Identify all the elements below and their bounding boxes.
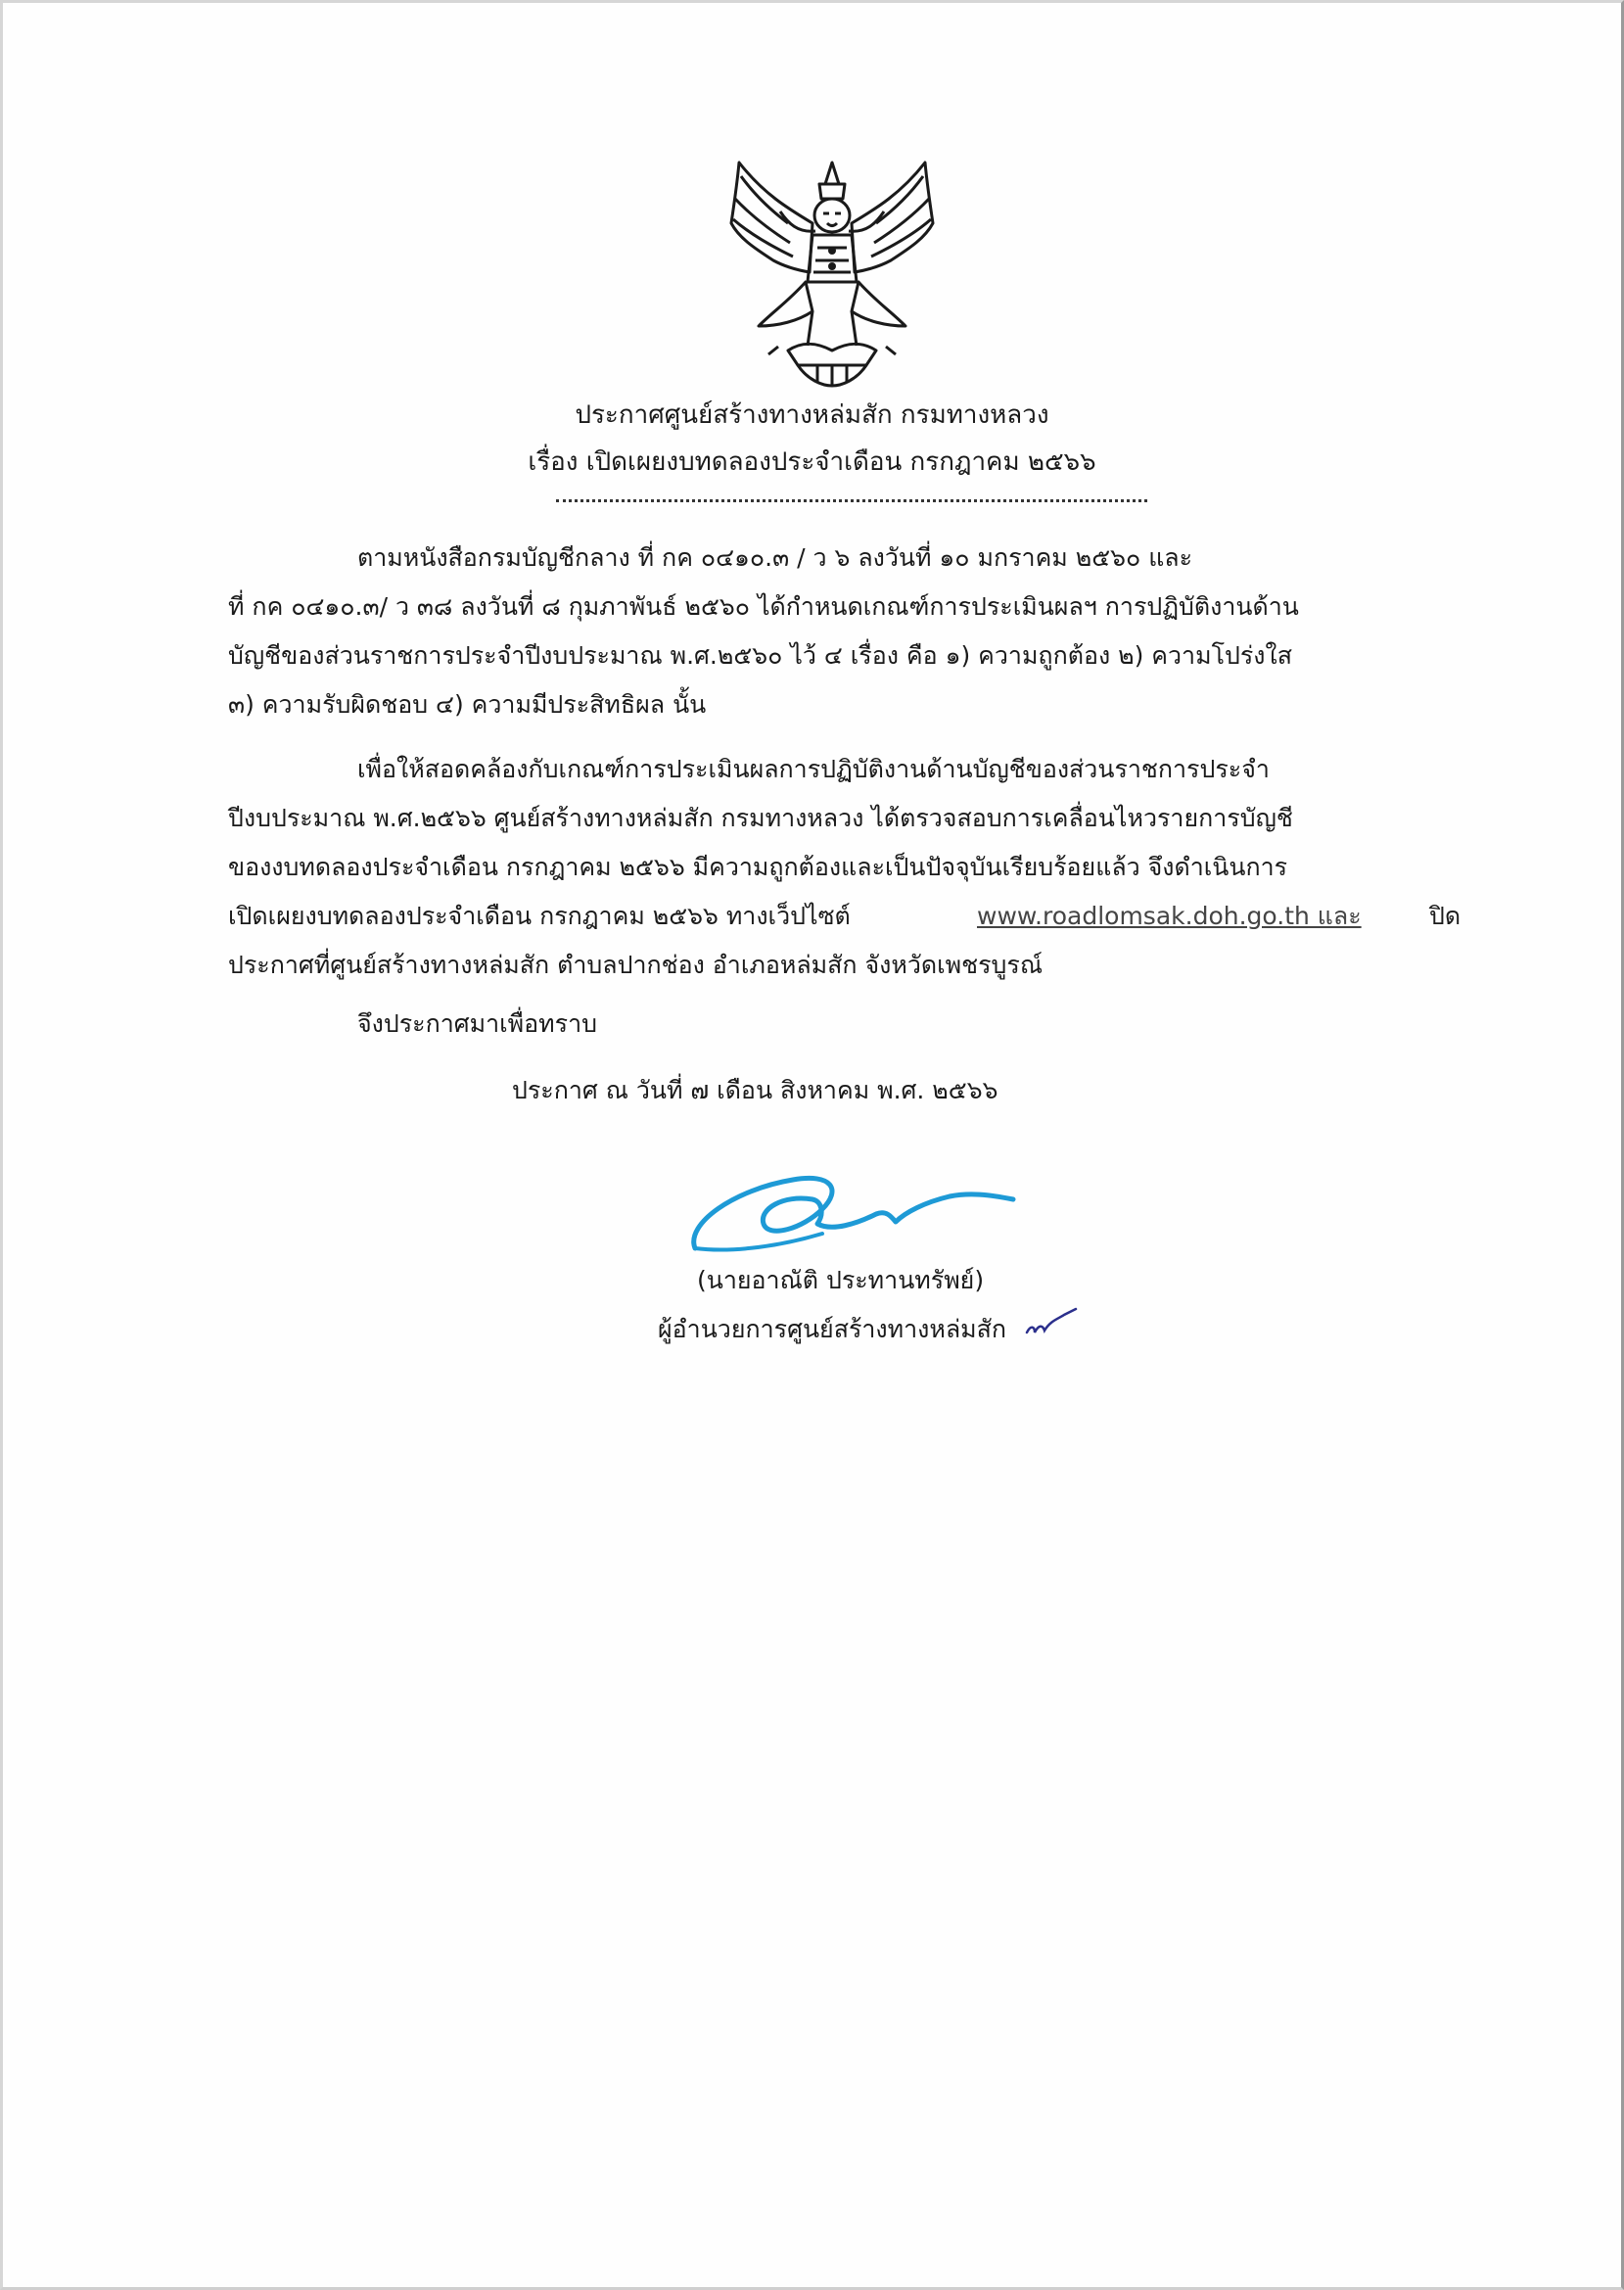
announcement-date: ประกาศ ณ วันที่ ๗ เดือน สิงหาคม พ.ศ. ๒๕๖๖ — [512, 1076, 998, 1104]
paragraph1-line: ๓) ความรับผิดชอบ ๔) ความมีประสิทธิผล นั้น — [228, 690, 707, 719]
announcement-subject: เรื่อง เปิดเผยงบทดลองประจำเดือน กรกฎาคม ๒๕๖๖ — [528, 447, 1096, 477]
paragraph1-line: ตามหนังสือกรมบัญชีกลาง ที่ กค ๐๔๑๐.๓ / ว ๖ ลงวันที่ ๑๐ มกราคม ๒๕๖๐ และ — [357, 543, 1193, 572]
paragraph2-line — [977, 899, 1362, 934]
paragraph2-line-end: ปิด — [1429, 902, 1462, 930]
signer-position: ผู้อำนวยการศูนย์สร้างทางหล่มสัก — [658, 1315, 1007, 1343]
paragraph2-line: ปีงบประมาณ พ.ศ.๒๕๖๖ ศูนย์สร้างทางหล่มสัก กรมทางหลวง ได้ตรวจสอบการเคลื่อนไหวรายการบัญชี — [228, 804, 1293, 832]
garuda-emblem-icon — [719, 155, 945, 390]
paragraph2-line: ประกาศที่ศูนย์สร้างทางหล่มสัก ตำบลปากช่อง อำเภอหล่มสัก จังหวัดเพชรบูรณ์ — [228, 951, 1044, 979]
paragraph2-line: เปิดเผยงบทดลองประจำเดือน กรกฎาคม ๒๕๖๖ ทางเว็ปไซต์ — [228, 902, 851, 930]
dotted-separator — [556, 499, 1147, 502]
paragraph1-line: ที่ กค ๐๔๑๐.๓/ ว ๓๘ ลงวันที่ ๘ กุมภาพันธ์ ๒๕๖๐ ได้กำหนดเกณฑ์การประเมินผลฯ การปฏิบัติงานด้าน — [228, 592, 1299, 621]
initial-mark — [1023, 1307, 1078, 1340]
paragraph1-line: บัญชีของส่วนราชการประจำปีงบประมาณ พ.ศ.๒๕๖๐ ไว้ ๔ เรื่อง คือ ๑) ความถูกต้อง ๒) ความโปร่งใส — [228, 641, 1292, 670]
website-link[interactable]: www.roadlomsak.doh.go.th และ — [977, 902, 1362, 930]
paragraph2-line: เพื่อให้สอดคล้องกับเกณฑ์การประเมินผลการปฏิบัติงานด้านบัญชีของส่วนราชการประจำ — [357, 755, 1270, 783]
closing-text: จึงประกาศมาเพื่อทราบ — [357, 1009, 597, 1038]
announcement-title: ประกาศศูนย์สร้างทางหล่มสัก กรมทางหลวง — [575, 400, 1049, 430]
signer-name: (นายอาณัติ ประทานทรัพย์) — [697, 1266, 985, 1294]
signature-image — [675, 1155, 1047, 1273]
paragraph2-line: ของงบทดลองประจำเดือน กรกฎาคม ๒๕๖๖ มีความถูกต้องและเป็นปัจจุบันเรียบร้อยแล้ว จึงดำเนินการ — [228, 853, 1288, 881]
